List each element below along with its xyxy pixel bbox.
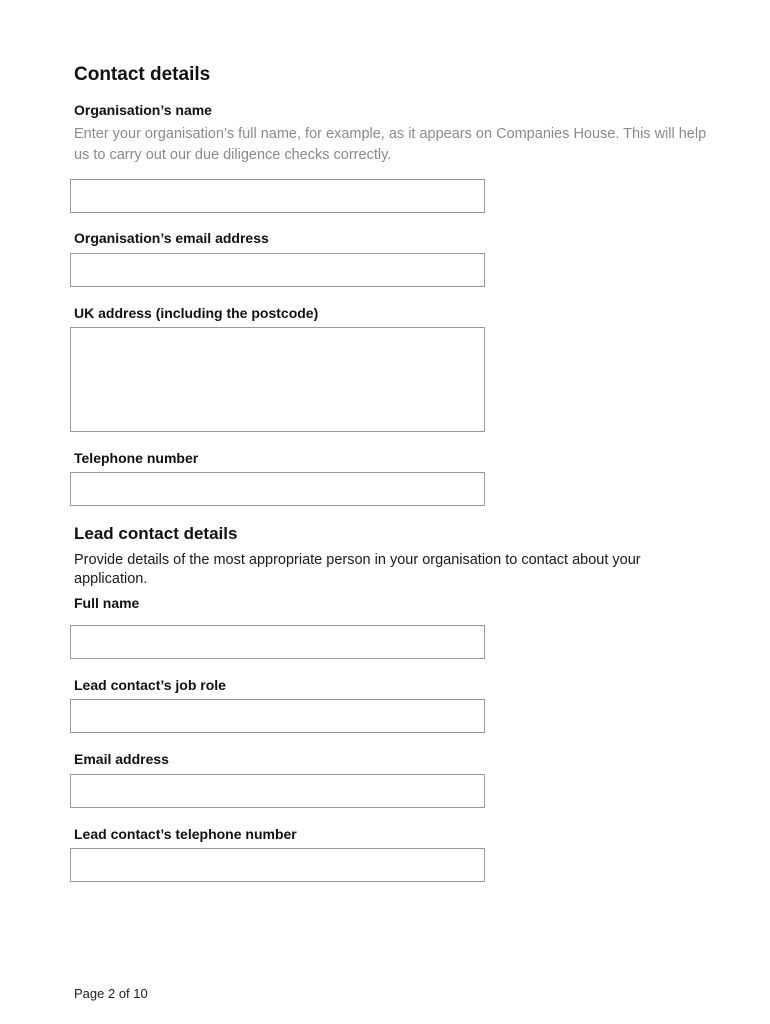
section-title-contact-details: Contact details	[74, 64, 211, 85]
telephone-input[interactable]	[70, 472, 485, 506]
page-indicator: Page 2 of 10	[74, 986, 148, 1001]
uk-address-label: UK address (including the postcode)	[74, 305, 319, 321]
full-name-input[interactable]	[70, 625, 485, 659]
lead-contact-description: Provide details of the most appropriate person in your organisation to contact about your application.	[74, 552, 641, 587]
org-email-input[interactable]	[70, 253, 485, 287]
uk-address-textarea[interactable]	[70, 327, 485, 432]
lead-telephone-label: Lead contact’s telephone number	[74, 826, 297, 842]
job-role-label: Lead contact’s job role	[74, 677, 226, 693]
job-role-input[interactable]	[70, 699, 485, 733]
section-title-lead-contact: Lead contact details	[74, 524, 238, 543]
email-input[interactable]	[70, 774, 485, 808]
full-name-label: Full name	[74, 595, 140, 611]
org-name-input[interactable]	[70, 179, 485, 213]
org-email-label: Organisation’s email address	[74, 230, 269, 246]
lead-telephone-input[interactable]	[70, 848, 485, 882]
telephone-label: Telephone number	[74, 450, 199, 466]
org-name-label: Organisation’s name	[74, 102, 212, 118]
email-label: Email address	[74, 751, 169, 767]
org-name-hint: Enter your organisation’s full name, for example, as it appears on Companies House. This will help us to carry out our due diligence checks correctly.	[74, 126, 707, 163]
